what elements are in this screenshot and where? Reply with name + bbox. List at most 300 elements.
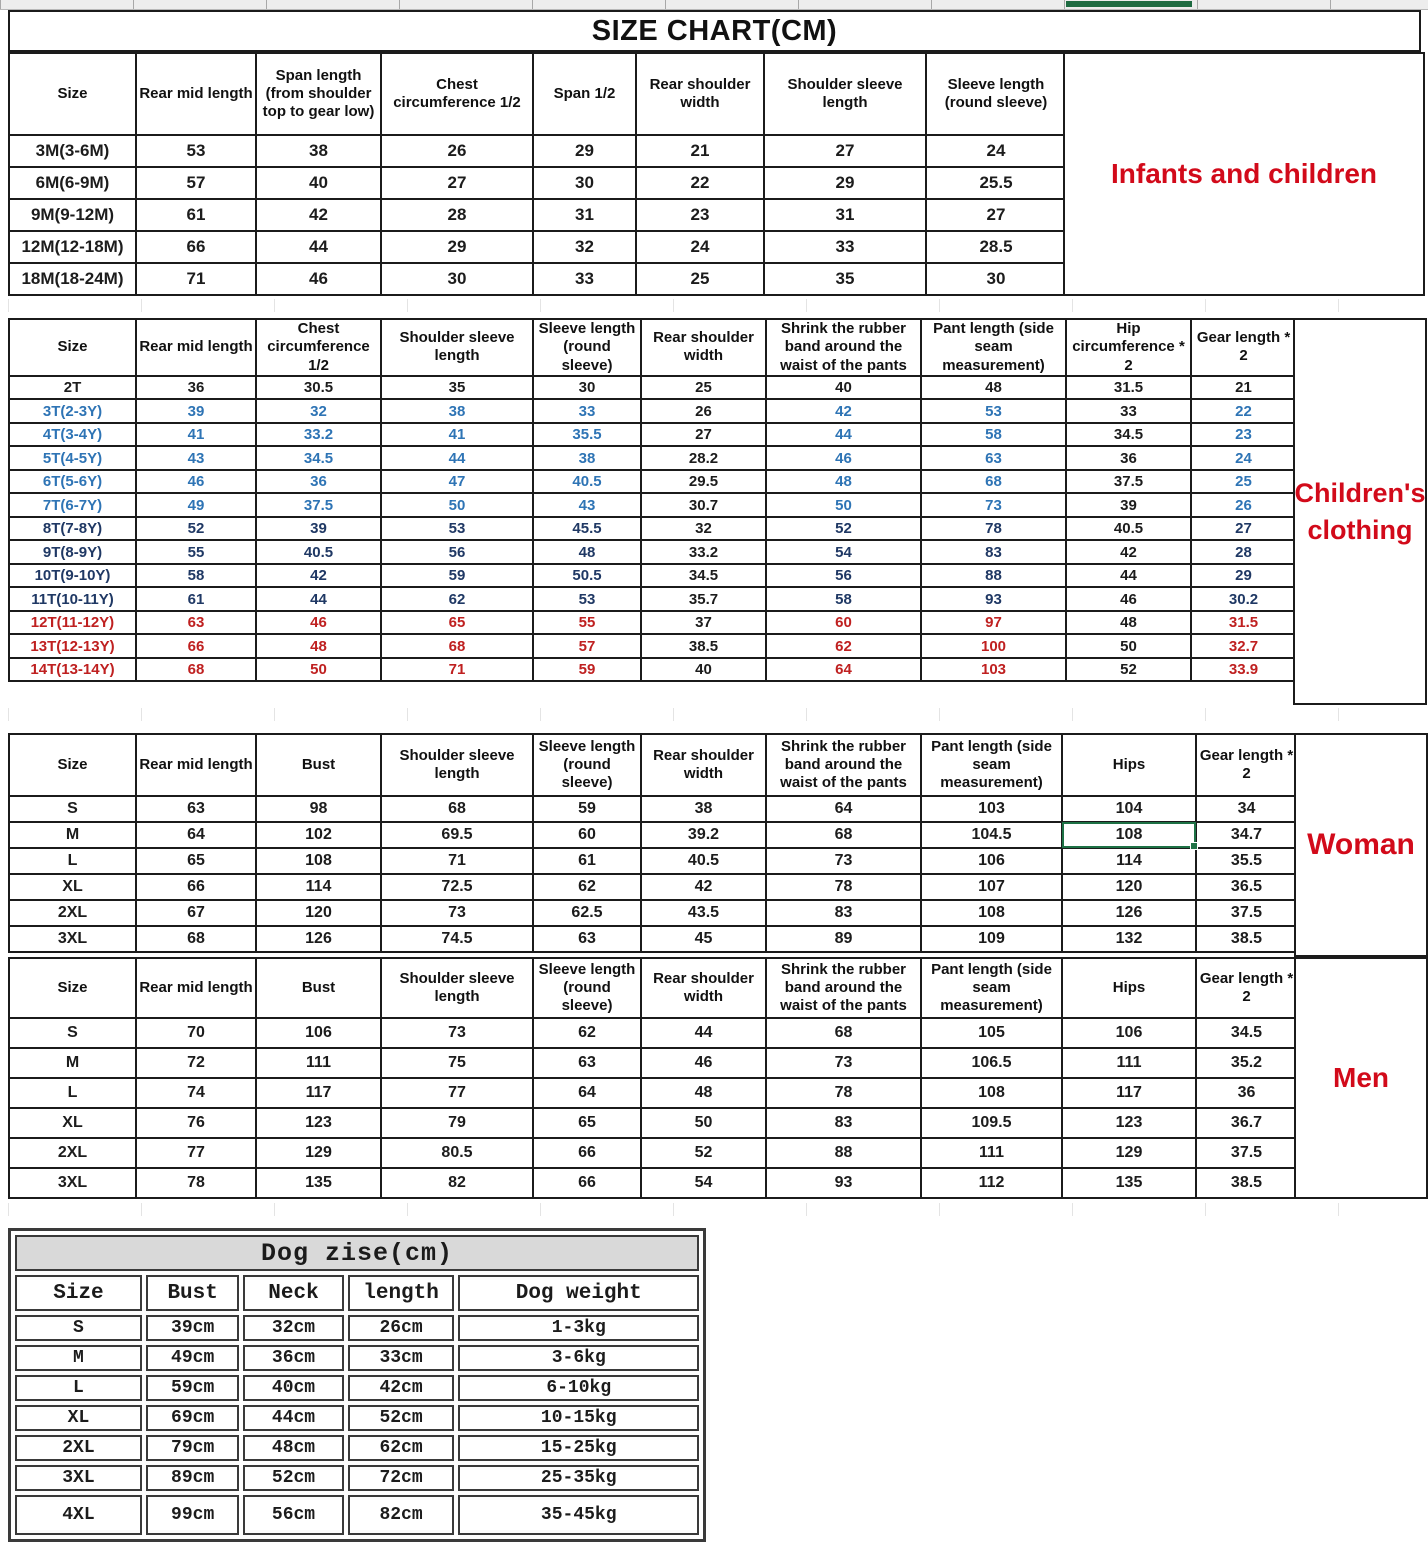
column-header: Bust <box>146 1275 240 1311</box>
table-cell: 13T(12-13Y) <box>9 634 136 658</box>
table-cell: 66 <box>533 1168 641 1198</box>
table-cell: 93 <box>921 587 1066 611</box>
table-cell: 34.5 <box>1066 423 1191 447</box>
column-header: Shoulder sleeve length <box>381 734 533 796</box>
table-cell: 40.5 <box>256 540 381 564</box>
table-cell: 57 <box>136 167 256 199</box>
table-cell: 99cm <box>146 1495 240 1535</box>
table-cell: 53 <box>921 399 1066 423</box>
table-cell: 65 <box>136 848 256 874</box>
table-cell: 25 <box>1191 470 1296 494</box>
table-cell: 55 <box>136 540 256 564</box>
table-cell: 40.5 <box>641 848 766 874</box>
woman-size-table <box>8 733 1298 953</box>
table-cell: 32 <box>533 231 636 263</box>
table-cell: 35 <box>764 263 926 295</box>
table-cell: 71 <box>136 263 256 295</box>
table-cell: 2XL <box>9 900 136 926</box>
column-header: Gear length * 2 <box>1196 958 1297 1018</box>
table-cell: 73 <box>766 1048 921 1078</box>
table-cell: 40.5 <box>533 470 641 494</box>
table-cell: 45 <box>641 926 766 952</box>
table-cell: 80.5 <box>381 1138 533 1168</box>
table-cell: 36 <box>1196 1078 1297 1108</box>
table-cell: 30 <box>926 263 1066 295</box>
table-cell: 126 <box>256 926 381 952</box>
column-header: Shoulder sleeve length <box>381 958 533 1018</box>
table-cell: 69.5 <box>381 822 533 848</box>
table-cell: 79 <box>381 1108 533 1138</box>
table-cell: 30 <box>533 167 636 199</box>
table-cell: 52 <box>766 517 921 541</box>
column-header: Neck <box>243 1275 343 1311</box>
table-cell: 44 <box>641 1018 766 1048</box>
table-cell: 60 <box>766 611 921 635</box>
table-cell: 12T(11-12Y) <box>9 611 136 635</box>
column-header: length <box>348 1275 455 1311</box>
table-row <box>9 423 1296 447</box>
table-cell: 48cm <box>243 1435 343 1461</box>
table-cell: 52cm <box>243 1465 343 1491</box>
table-cell: 66 <box>136 634 256 658</box>
infants-label: Infants and children <box>1063 52 1425 296</box>
table-cell: 41 <box>136 423 256 447</box>
table-cell: 1-3kg <box>458 1315 699 1341</box>
table-cell: 29 <box>381 231 533 263</box>
table-cell: 30 <box>381 263 533 295</box>
table-cell: 52 <box>1066 658 1191 682</box>
table-cell: 2T <box>9 376 136 400</box>
column-header: Dog weight <box>458 1275 699 1311</box>
table-cell: 62 <box>533 1018 641 1048</box>
column-header: Pant length (side seam measurement) <box>921 734 1062 796</box>
table-cell: 50 <box>256 658 381 682</box>
table-cell: 78 <box>766 874 921 900</box>
table-cell: 6-10kg <box>458 1375 699 1401</box>
column-header: Hips <box>1062 958 1196 1018</box>
table-cell: 66 <box>136 231 256 263</box>
table-cell: XL <box>15 1405 142 1431</box>
table-cell: 60 <box>533 822 641 848</box>
table-cell: 34.5 <box>641 564 766 588</box>
table-cell: 62 <box>533 874 641 900</box>
table-cell: 25 <box>636 263 764 295</box>
table-cell: 77 <box>381 1078 533 1108</box>
table-cell: 52 <box>136 517 256 541</box>
table-row <box>9 848 1297 874</box>
dog-table-title: Dog zise(cm) <box>15 1235 699 1271</box>
table-row <box>9 634 1296 658</box>
table-cell: 48 <box>1066 611 1191 635</box>
table-row <box>9 1108 1297 1138</box>
table-cell: 68 <box>381 634 533 658</box>
table-cell: 48 <box>533 540 641 564</box>
table-row <box>9 874 1297 900</box>
table-cell: 29 <box>1191 564 1296 588</box>
table-cell: 63 <box>136 796 256 822</box>
table-cell: 44 <box>256 587 381 611</box>
table-cell: 55 <box>533 611 641 635</box>
table-cell: 7T(6-7Y) <box>9 493 136 517</box>
table-row <box>9 399 1296 423</box>
header-row <box>9 958 1297 1018</box>
table-cell: 44cm <box>243 1405 343 1431</box>
table-cell: 35.2 <box>1196 1048 1297 1078</box>
table-cell: 37.5 <box>1196 1138 1297 1168</box>
table-cell: 68 <box>136 658 256 682</box>
table-cell: 33.9 <box>1191 658 1296 682</box>
table-cell: L <box>9 848 136 874</box>
table-cell: 21 <box>1191 376 1296 400</box>
table-cell: 126 <box>1062 900 1196 926</box>
table-cell: 64 <box>533 1078 641 1108</box>
table-row <box>9 167 1066 199</box>
header-row <box>9 53 1066 135</box>
table-cell: 2XL <box>9 1138 136 1168</box>
column-header: Hip circumference * 2 <box>1066 319 1191 376</box>
table-cell: 103 <box>921 796 1062 822</box>
table-cell: 39.2 <box>641 822 766 848</box>
table-cell: 3M(3-6M) <box>9 135 136 167</box>
table-cell: 29 <box>764 167 926 199</box>
table-cell: 29.5 <box>641 470 766 494</box>
table-cell: 64 <box>766 658 921 682</box>
column-header: Size <box>9 53 136 135</box>
table-cell: 59cm <box>146 1375 240 1401</box>
table-cell: 38.5 <box>1196 926 1297 952</box>
table-cell: 3XL <box>15 1465 142 1491</box>
table-cell: 42 <box>641 874 766 900</box>
table-cell: 93 <box>766 1168 921 1198</box>
table-cell: 6M(6-9M) <box>9 167 136 199</box>
children-label: Children's clothing <box>1293 318 1427 705</box>
table-cell: 28 <box>1191 540 1296 564</box>
table-cell: 44 <box>381 446 533 470</box>
table-cell: 61 <box>533 848 641 874</box>
table-cell: 65 <box>533 1108 641 1138</box>
table-cell: 39 <box>136 399 256 423</box>
table-cell: 41 <box>381 423 533 447</box>
table-cell: M <box>15 1345 142 1371</box>
table-cell: 111 <box>921 1138 1062 1168</box>
table-cell: 40cm <box>243 1375 343 1401</box>
table-cell: 38 <box>533 446 641 470</box>
table-cell: 10T(9-10Y) <box>9 564 136 588</box>
table-cell: 37.5 <box>1196 900 1297 926</box>
table-row <box>15 1375 699 1401</box>
table-cell: 22 <box>1191 399 1296 423</box>
table-row <box>9 658 1296 682</box>
table-cell: 4T(3-4Y) <box>9 423 136 447</box>
table-cell: 76 <box>136 1108 256 1138</box>
table-cell: 120 <box>256 900 381 926</box>
table-cell: 42 <box>256 564 381 588</box>
table-cell: 36 <box>1066 446 1191 470</box>
table-cell: 31 <box>764 199 926 231</box>
table-cell: 33 <box>533 399 641 423</box>
table-cell: 120 <box>1062 874 1196 900</box>
table-cell: 39 <box>1066 493 1191 517</box>
table-cell: 22 <box>636 167 764 199</box>
table-cell: 35.7 <box>641 587 766 611</box>
table-cell: 58 <box>921 423 1066 447</box>
page-title: SIZE CHART(CM) <box>8 10 1421 52</box>
column-header: Gear length * 2 <box>1191 319 1296 376</box>
table-cell: 78 <box>136 1168 256 1198</box>
table-row <box>9 470 1296 494</box>
table-cell: XL <box>9 1108 136 1138</box>
table-cell: 69cm <box>146 1405 240 1431</box>
table-cell: 129 <box>256 1138 381 1168</box>
table-cell: 46 <box>766 446 921 470</box>
table-cell: 27 <box>1191 517 1296 541</box>
table-cell: 12M(12-18M) <box>9 231 136 263</box>
column-header: Rear shoulder width <box>641 734 766 796</box>
table-row <box>9 611 1296 635</box>
table-cell: 62 <box>381 587 533 611</box>
table-cell: 82cm <box>348 1495 455 1535</box>
table-cell: 33.2 <box>256 423 381 447</box>
table-cell: 46 <box>136 470 256 494</box>
table-cell: 72 <box>136 1048 256 1078</box>
table-cell: 79cm <box>146 1435 240 1461</box>
spreadsheet-top-strip <box>0 0 1428 10</box>
table-cell: 33cm <box>348 1345 455 1371</box>
table-cell: 111 <box>256 1048 381 1078</box>
table-cell: 52 <box>641 1138 766 1168</box>
table-cell: 98 <box>256 796 381 822</box>
table-cell: 97 <box>921 611 1066 635</box>
table-cell: 39 <box>256 517 381 541</box>
table-cell: 83 <box>766 1108 921 1138</box>
table-cell: 30.5 <box>256 376 381 400</box>
table-cell: 70 <box>136 1018 256 1048</box>
column-header: Rear mid length <box>136 53 256 135</box>
table-cell: 46 <box>641 1048 766 1078</box>
table-cell: 2XL <box>15 1435 142 1461</box>
table-cell: 40.5 <box>1066 517 1191 541</box>
table-cell: 18M(18-24M) <box>9 263 136 295</box>
table-row <box>9 926 1297 952</box>
table-cell: 29 <box>533 135 636 167</box>
column-header: Rear shoulder width <box>636 53 764 135</box>
column-header: Shrink the rubber band around the waist of the pants <box>766 958 921 1018</box>
table-cell: 3-6kg <box>458 1345 699 1371</box>
table-cell: 100 <box>921 634 1066 658</box>
column-header: Pant length (side seam measurement) <box>921 958 1062 1018</box>
table-cell: 54 <box>766 540 921 564</box>
header-row <box>9 319 1296 376</box>
column-header: Shoulder sleeve length <box>381 319 533 376</box>
table-cell: 50 <box>766 493 921 517</box>
table-cell: 102 <box>256 822 381 848</box>
header-row <box>9 734 1297 796</box>
table-cell: 106.5 <box>921 1048 1062 1078</box>
table-row <box>15 1465 699 1491</box>
table-cell: 11T(10-11Y) <box>9 587 136 611</box>
table-cell: 25.5 <box>926 167 1066 199</box>
table-cell: 33 <box>1066 399 1191 423</box>
column-header: Sleeve length (round sleeve) <box>533 734 641 796</box>
table-cell: 89 <box>766 926 921 952</box>
table-cell: 53 <box>136 135 256 167</box>
table-cell: 105 <box>921 1018 1062 1048</box>
table-cell: 58 <box>136 564 256 588</box>
selected-cell[interactable]: 108 <box>1062 822 1196 848</box>
column-header: Size <box>15 1275 142 1311</box>
table-cell: 26cm <box>348 1315 455 1341</box>
table-cell: 32 <box>641 517 766 541</box>
table-cell: 31.5 <box>1191 611 1296 635</box>
table-row <box>9 587 1296 611</box>
table-row <box>9 796 1297 822</box>
column-header: Hips <box>1062 734 1196 796</box>
table-cell: 62.5 <box>533 900 641 926</box>
column-header: Sleeve length (round sleeve) <box>926 53 1066 135</box>
table-cell: 38 <box>381 399 533 423</box>
table-cell: 103 <box>921 658 1066 682</box>
table-cell: 129 <box>1062 1138 1196 1168</box>
table-cell: 25 <box>641 376 766 400</box>
table-cell: 74.5 <box>381 926 533 952</box>
table-cell: 27 <box>764 135 926 167</box>
table-cell: 14T(13-14Y) <box>9 658 136 682</box>
table-cell: 57 <box>533 634 641 658</box>
table-row <box>15 1405 699 1431</box>
column-header: Bust <box>256 958 381 1018</box>
table-cell: 44 <box>1066 564 1191 588</box>
column-header: Sleeve length (round sleeve) <box>533 319 641 376</box>
table-cell: 34 <box>1196 796 1297 822</box>
table-cell: 36.7 <box>1196 1108 1297 1138</box>
table-cell: 109 <box>921 926 1062 952</box>
table-cell: 15-25kg <box>458 1435 699 1461</box>
column-header: Rear mid length <box>136 734 256 796</box>
table-cell: 107 <box>921 874 1062 900</box>
table-cell: 35-45kg <box>458 1495 699 1535</box>
table-cell: 28.5 <box>926 231 1066 263</box>
table-cell: 42 <box>766 399 921 423</box>
table-cell: 24 <box>926 135 1066 167</box>
table-cell: 48 <box>766 470 921 494</box>
table-cell: 114 <box>256 874 381 900</box>
column-header: Rear shoulder width <box>641 958 766 1018</box>
table-cell: S <box>9 796 136 822</box>
table-cell: 3XL <box>9 1168 136 1198</box>
table-cell: 73 <box>766 848 921 874</box>
table-cell: 71 <box>381 658 533 682</box>
table-cell: 35.5 <box>533 423 641 447</box>
dog-size-grid <box>11 1231 703 1539</box>
table-cell: 82 <box>381 1168 533 1198</box>
table-cell: 26 <box>1191 493 1296 517</box>
table-cell: 37.5 <box>1066 470 1191 494</box>
column-header: Bust <box>256 734 381 796</box>
men-label: Men <box>1294 957 1428 1199</box>
table-row <box>15 1345 699 1371</box>
table-cell: 104 <box>1062 796 1196 822</box>
table-cell: 61 <box>136 199 256 231</box>
table-cell: 59 <box>533 658 641 682</box>
table-cell: 42cm <box>348 1375 455 1401</box>
table-cell: 48 <box>641 1078 766 1108</box>
table-cell: 52cm <box>348 1405 455 1431</box>
children-size-table <box>8 318 1297 682</box>
table-cell: 46 <box>256 611 381 635</box>
column-header: Shrink the rubber band around the waist of the pants <box>766 734 921 796</box>
table-cell: 28 <box>381 199 533 231</box>
table-cell: 106 <box>256 1018 381 1048</box>
table-cell: 108 <box>921 1078 1062 1108</box>
woman-label: Woman <box>1294 733 1428 957</box>
table-cell: L <box>15 1375 142 1401</box>
table-cell: 31 <box>533 199 636 231</box>
table-cell: 111 <box>1062 1048 1196 1078</box>
table-cell: 24 <box>1191 446 1296 470</box>
table-cell: 40 <box>766 376 921 400</box>
table-cell: 32 <box>256 399 381 423</box>
column-header: Shrink the rubber band around the waist of the pants <box>766 319 921 376</box>
table-cell: 48 <box>921 376 1066 400</box>
table-row <box>9 1138 1297 1168</box>
table-cell: 74 <box>136 1078 256 1108</box>
column-header: Chest circumference 1/2 <box>381 53 533 135</box>
table-cell: 33 <box>533 263 636 295</box>
table-cell: 50 <box>641 1108 766 1138</box>
table-cell: 38.5 <box>1196 1168 1297 1198</box>
table-cell: 47 <box>381 470 533 494</box>
table-cell: 35 <box>381 376 533 400</box>
column-header: Rear mid length <box>136 319 256 376</box>
table-cell: 30.2 <box>1191 587 1296 611</box>
table-cell: 50.5 <box>533 564 641 588</box>
table-cell: 36 <box>256 470 381 494</box>
table-cell: 63 <box>136 611 256 635</box>
selected-range-indicator <box>1066 1 1192 7</box>
table-row <box>9 1018 1297 1048</box>
table-cell: 42 <box>1066 540 1191 564</box>
table-cell: 67 <box>136 900 256 926</box>
dog-size-table <box>8 1228 706 1542</box>
table-cell: 59 <box>381 564 533 588</box>
table-cell: 46 <box>1066 587 1191 611</box>
table-row <box>15 1435 699 1461</box>
table-cell: 108 <box>921 900 1062 926</box>
table-cell: 36cm <box>243 1345 343 1371</box>
table-cell: XL <box>9 874 136 900</box>
table-cell: 61 <box>136 587 256 611</box>
dog-title-row <box>15 1235 699 1271</box>
table-row <box>9 1078 1297 1108</box>
table-cell: 114 <box>1062 848 1196 874</box>
table-cell: 40 <box>256 167 381 199</box>
table-cell: 66 <box>136 874 256 900</box>
table-cell: 39cm <box>146 1315 240 1341</box>
table-cell: 6T(5-6Y) <box>9 470 136 494</box>
table-cell: 72.5 <box>381 874 533 900</box>
table-cell: 123 <box>1062 1108 1196 1138</box>
table-row <box>9 1048 1297 1078</box>
column-header: Gear length * 2 <box>1196 734 1297 796</box>
table-cell: 32cm <box>243 1315 343 1341</box>
column-header: Size <box>9 734 136 796</box>
table-cell: 65 <box>381 611 533 635</box>
table-cell: M <box>9 822 136 848</box>
table-cell: 109.5 <box>921 1108 1062 1138</box>
table-cell: 63 <box>533 1048 641 1078</box>
table-cell: 4XL <box>15 1495 142 1535</box>
table-cell: 27 <box>641 423 766 447</box>
